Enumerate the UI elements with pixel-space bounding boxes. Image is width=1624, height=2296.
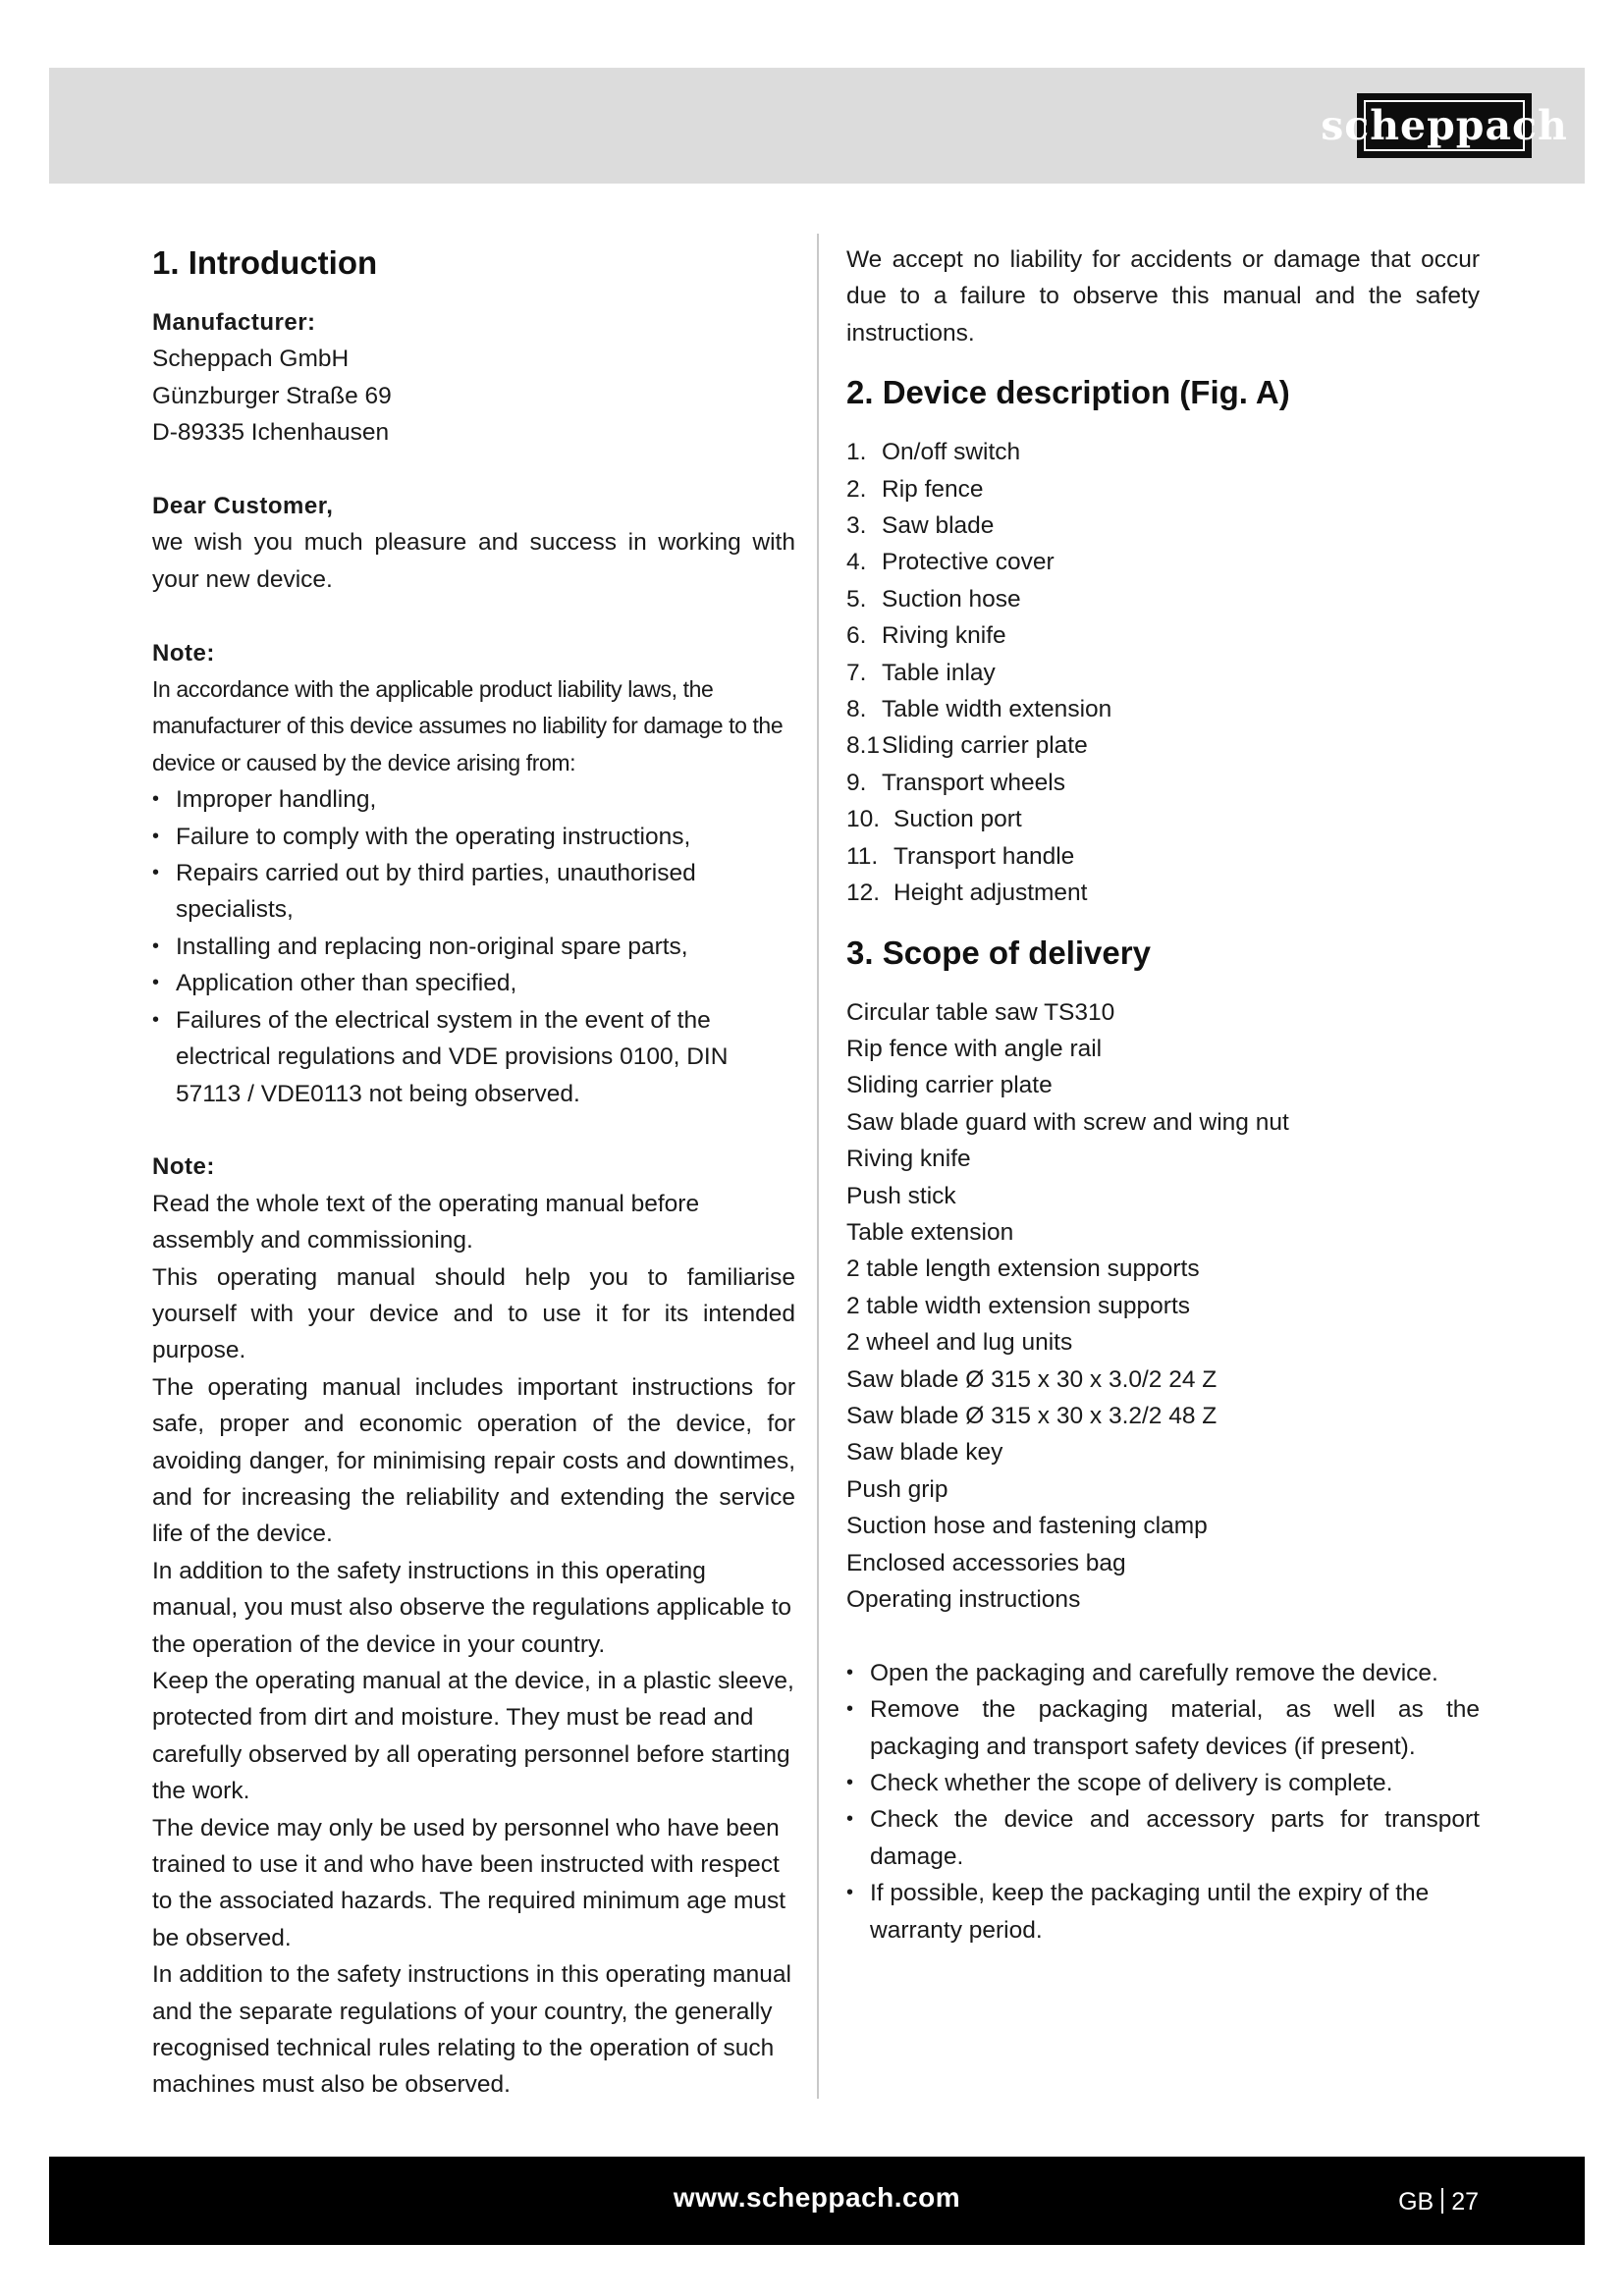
list-item: 3. Saw blade <box>846 512 995 540</box>
dear-customer-text: we wish you much pleasure and success in working with your new device. <box>152 529 795 593</box>
list-item: Saw blade Ø 315 x 30 x 3.2/2 48 Z <box>846 1402 1218 1429</box>
list-item: • Installing and replacing non-original spare parts, <box>152 929 795 965</box>
list-item: Push stick <box>846 1182 956 1209</box>
list-item: Push grip <box>846 1475 948 1503</box>
footer-website-link[interactable]: www.scheppach.com <box>673 2182 961 2213</box>
page-num: 27 <box>1451 2188 1479 2216</box>
list-item: Saw blade key <box>846 1439 1003 1467</box>
left-column <box>152 241 795 2104</box>
manufacturer-street: Günzburger Straße 69 <box>152 382 392 409</box>
section-1-title: 1. Introduction <box>152 244 378 281</box>
list-item: Enclosed accessories bag <box>846 1549 1126 1576</box>
list-item: Saw blade Ø 315 x 30 x 3.0/2 24 Z <box>846 1365 1218 1393</box>
list-item: • Check whether the scope of delivery is complete. <box>846 1765 1480 1801</box>
list-item: • Application other than specified, <box>152 965 795 1001</box>
language-code: GB <box>1398 2188 1435 2216</box>
scope-of-delivery-list <box>846 994 1480 1619</box>
list-item: 5. Suction hose <box>846 585 1021 613</box>
list-item: 11. Transport handle <box>846 842 1075 870</box>
note-2-label: Note: <box>152 1153 215 1181</box>
note-2-paragraph: The operating manual includes important instructions for safe, proper and economic operation of the device, for avoiding danger, for minimising repair costs and downtimes, and for increasing the reliability and extending the service life of the device. <box>152 1373 795 1548</box>
list-item: 9. Transport wheels <box>846 769 1066 796</box>
list-item: Table extension <box>846 1218 1014 1246</box>
note-2-paragraph: Keep the operating manual at the device, in a plastic sleeve, protected from dirt and moisture. They must be read and carefully observed by all operating personnel before starting the work. <box>152 1667 794 1805</box>
manufacturer-label: Manufacturer: <box>152 309 316 336</box>
list-item: • Improper handling, <box>152 781 795 818</box>
list-item: 7. Table inlay <box>846 659 996 686</box>
section-2-title: 2. Device description (Fig. A) <box>846 374 1290 411</box>
list-item: • Check the device and accessory parts for transport damage. <box>846 1801 1480 1875</box>
manufacturer-city: D-89335 Ichenhausen <box>152 419 390 447</box>
section-3-title: 3. Scope of delivery <box>846 934 1151 971</box>
list-item: 2 table length extension supports <box>846 1255 1200 1283</box>
manufacturer-name: Scheppach GmbH <box>152 346 350 373</box>
footer-band <box>49 2157 1585 2245</box>
list-item: • Failure to comply with the operating instructions, <box>152 819 795 855</box>
list-item: • If possible, keep the packaging until the expiry of the warranty period. <box>846 1875 1480 1949</box>
list-item: 6. Riving knife <box>846 622 1006 650</box>
list-item: • Failures of the electrical system in the event of the electrical regulations and VDE provisions 0100, DIN 57113 / VDE0113 not being observed. <box>152 1002 795 1112</box>
list-item: Operating instructions <box>846 1586 1081 1613</box>
list-item: 2. Rip fence <box>846 475 984 503</box>
note-1-label: Note: <box>152 639 215 667</box>
dear-customer-label: Dear Customer, <box>152 493 334 520</box>
list-item: 12. Height adjustment <box>846 880 1088 907</box>
list-item: 2 wheel and lug units <box>846 1329 1073 1357</box>
list-item: • Repairs carried out by third parties, unauthorised specialists, <box>152 855 795 929</box>
device-parts-list <box>846 434 1480 911</box>
note-1-text: In accordance with the applicable product liability laws, the manufacturer of this device assumes no liability for damage to the device or caused by the device arising from: <box>152 676 784 775</box>
list-item: 8. Table width extension <box>846 696 1112 723</box>
liability-disclaimer: We accept no liability for accidents or damage that occur due to a failure to observe this manual and the safety instructions. <box>846 246 1480 347</box>
page-number <box>1398 2188 1479 2216</box>
list-item: • Remove the packaging material, as well as the packaging and transport safety devices (if present). <box>846 1691 1480 1765</box>
scheppach-logo: scheppach <box>1357 93 1532 158</box>
list-item: 4. Protective cover <box>846 549 1055 576</box>
note-2-paragraph: In addition to the safety instructions in this operating manual, you must also observe the regulations applicable to the operation of the device in your country. <box>152 1557 791 1658</box>
page-separator <box>1441 2188 1443 2214</box>
list-item: 10. Suction port <box>846 806 1022 833</box>
list-item: 2 table width extension supports <box>846 1292 1191 1319</box>
list-item: Riving knife <box>846 1146 971 1173</box>
header-band <box>49 68 1585 184</box>
list-item: 8.1Sliding carrier plate <box>846 732 1088 760</box>
right-column <box>846 241 1480 1949</box>
list-item: Sliding carrier plate <box>846 1072 1053 1099</box>
list-item: Saw blade guard with screw and wing nut <box>846 1108 1289 1136</box>
list-item: Circular table saw TS310 <box>846 998 1115 1026</box>
note-2-paragraph: The device may only be used by personnel who have been trained to use it and who have been instructed with respect to the associated hazards. The required minimum age must be observed. <box>152 1814 786 1951</box>
list-item: Rip fence with angle rail <box>846 1035 1103 1062</box>
column-divider <box>817 234 819 2099</box>
note-2-paragraph: In addition to the safety instructions in this operating manual and the separate regulations of your country, the generally recognised technical rules relating to the operation of such machines must also be observed. <box>152 1961 791 2099</box>
list-item: Suction hose and fastening clamp <box>846 1513 1208 1540</box>
list-item: 1. On/off switch <box>846 439 1021 466</box>
note-2-paragraph: This operating manual should help you to familiarise yourself with your device and to use it for its intended purpose. <box>152 1263 795 1364</box>
list-item: • Open the packaging and carefully remove the device. <box>846 1655 1480 1691</box>
unpacking-bullet-list <box>846 1655 1480 1949</box>
note-2-paragraph: Read the whole text of the operating manual before assembly and commissioning. <box>152 1190 700 1255</box>
liability-bullet-list <box>152 781 795 1112</box>
